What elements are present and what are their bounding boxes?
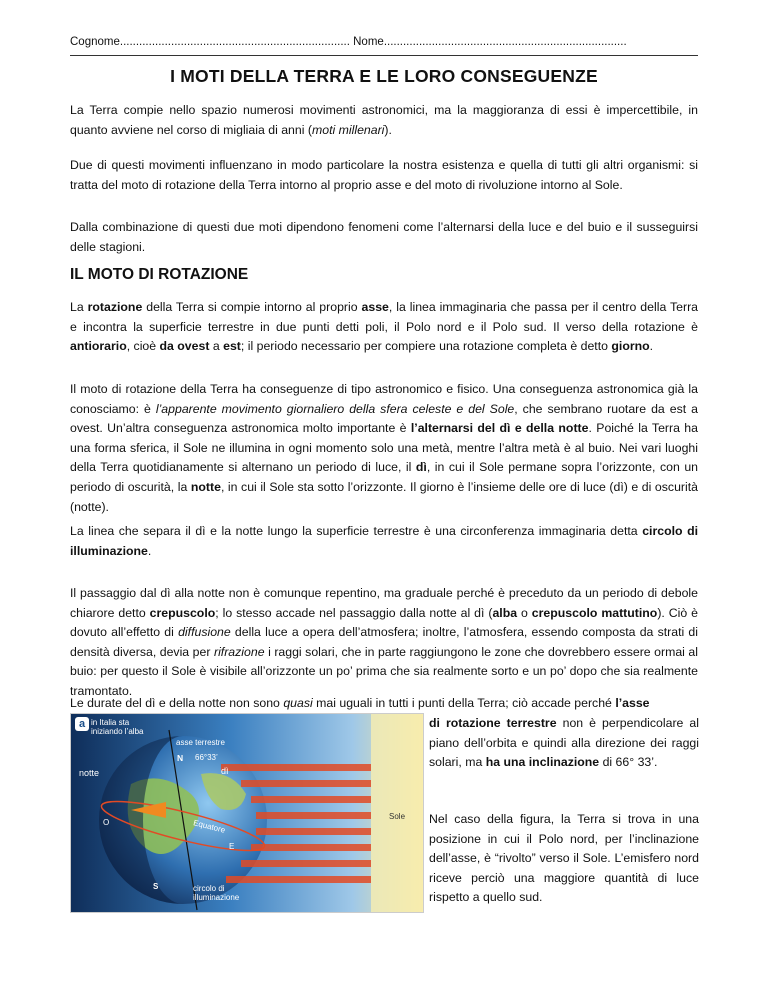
cognome-label: Cognome bbox=[70, 36, 120, 48]
label-italia-alba: in Italia sta iniziando l’alba bbox=[91, 718, 144, 736]
label-di: dì bbox=[221, 766, 229, 776]
rotation-paragraph-1: La rotazione della Terra si compie intorno al proprio asse, la linea immaginaria che passa per il centro della Terra e incontra la superficie terrestre in due punti detti poli, il Polo nord e il Polo sud. Il verso della rotazione è antiorario, cioè da ovest a est; il periodo necessario per compiere una rotazione completa è detto giorno. bbox=[70, 300, 699, 354]
header-rule bbox=[70, 55, 698, 56]
rotation-paragraph-3: La linea che separa il dì e la notte lungo la superficie terrestre è una circonferenza immaginaria detta circolo di illuminazione. bbox=[70, 524, 698, 558]
label-ovest: O bbox=[103, 818, 110, 827]
side-paragraph-1: di rotazione terrestre non è perpendicolare al piano dell’orbita e quindi alla direzione dei raggi solari, ma ha una inclinazione di 66° 33’. bbox=[429, 716, 699, 770]
label-asse-terrestre: asse terrestre bbox=[176, 738, 225, 747]
rotation-paragraph-2: Il moto di rotazione della Terra ha conseguenze di tipo astronomico e fisico. Una conseguenza astronomica già la conosciamo: è l’apparente movimento giornaliero della sfera celeste e del Sole, che sembrano ruotare da est a ovest. Un’altra conseguenza astronomica molto importante è l’alternarsi del dì e della notte. Poiché la Terra ha una forma sferica, il Sole ne illumina in ogni momento solo una metà, mentre l’altra metà è al buio. Nei vari luoghi della Terra quotidianamente si alternano un periodo di luce, il dì, in cui il Sole permane sopra l’orizzonte, con un periodo di oscurità, la notte, in cui il Sole sta sotto l’orizzonte. Il giorno è l’insieme delle ore di luce (dì) e di oscurità (notte). bbox=[70, 382, 698, 514]
label-equatore: Equatore bbox=[192, 818, 227, 835]
nome-label: Nome bbox=[353, 36, 384, 48]
intro-paragraph-3: Dalla combinazione di questi due moti dipendono fenomeni come l’alternarsi della luce e del buio e il susseguirsi delle stagioni. bbox=[70, 220, 698, 254]
page-title: I MOTI DELLA TERRA E LE LORO CONSEGUENZE bbox=[170, 66, 598, 86]
figure-letter: a bbox=[75, 717, 89, 731]
earth-rotation-figure bbox=[70, 713, 424, 913]
section-heading-rotazione: IL MOTO DI ROTAZIONE bbox=[70, 266, 249, 283]
label-est: E bbox=[229, 842, 235, 851]
nome-field[interactable]: ............................................................................ bbox=[383, 36, 627, 48]
earth-illumination-diagram bbox=[71, 714, 423, 912]
label-sole: Sole bbox=[389, 812, 406, 821]
name-fields-line bbox=[70, 36, 698, 48]
side-paragraph-2: Nel caso della figura, la Terra si trova in una posizione in cui il Polo nord, per l’inclinazione dell’asse, è “rivolto” verso il Sole. L’emisfero nord riceve perciò una maggiore quantità di luce rispetto a quello sud. bbox=[429, 812, 699, 905]
intro-paragraph-1: La Terra compie nello spazio numerosi movimenti astronomici, ma la maggioranza di essi è impercettibile, in quanto avviene nel corso di migliaia di anni (moti millenari). bbox=[70, 103, 698, 137]
label-notte: notte bbox=[79, 768, 100, 778]
rotation-paragraph-4: Il passaggio dal dì alla notte non è comunque repentino, ma graduale perché è preceduto da un periodo di debole chiarore detto crepuscolo; lo stesso accade nel passaggio dalla notte al dì (alba o crepuscolo mattutino). Ciò è dovuto all’effetto di diffusione della luce a opera dell’atmosfera; inoltre, l’atmosfera, essendo composta da strati di densità diversa, devia per rifrazione i raggi solari, che in parte raggiungono le zone che dovrebbero essere ormai al buio: per questo il Sole è visibile all’orizzonte un po’ prima che sia realmente sorto e un po’ dopo che sia realmente tramontato. bbox=[70, 586, 699, 698]
label-south: S bbox=[153, 882, 159, 891]
rotation-paragraph-5: Le durate del dì e della notte non sono quasi mai uguali in tutti i punti della Terra; ciò accade perché l’asse bbox=[70, 696, 650, 710]
intro-paragraph-2: Due di questi movimenti influenzano in modo particolare la nostra esistenza e quella di tutti gli altri organismi: si tratta del moto di rotazione della Terra intorno al proprio asse e del moto di rivoluzione intorno al Sole. bbox=[70, 158, 698, 192]
label-north: N bbox=[177, 753, 184, 763]
cognome-field[interactable]: ........................................................................ bbox=[119, 36, 350, 48]
label-circolo-illuminazione: circolo di illuminazione bbox=[193, 884, 240, 902]
label-axis-angle: 66°33’ bbox=[195, 753, 218, 762]
